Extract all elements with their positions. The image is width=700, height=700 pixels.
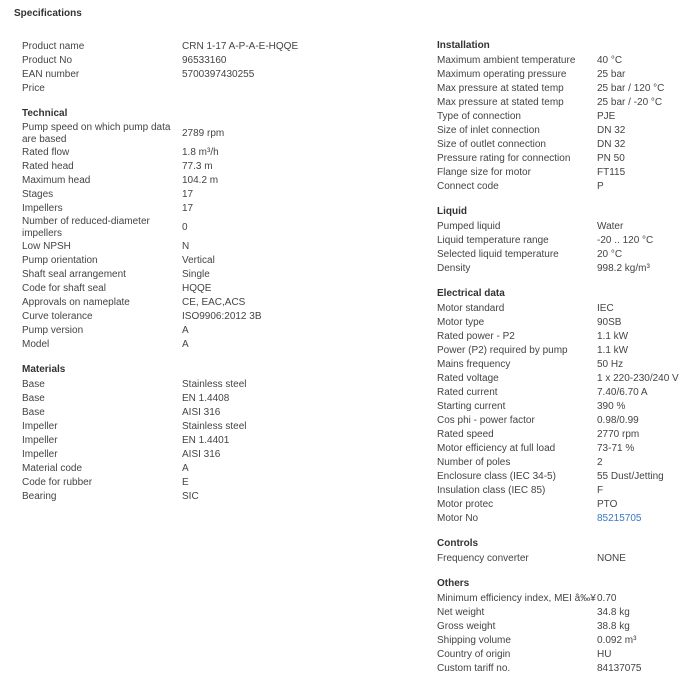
- spec-row: [437, 262, 697, 276]
- spec-value: 2: [597, 457, 603, 468]
- spec-value: DN 32: [597, 125, 626, 136]
- spec-label: Max pressure at stated temp: [437, 83, 564, 94]
- spec-label: Frequency converter: [437, 553, 529, 564]
- spec-value: 20 °C: [597, 249, 623, 260]
- spec-label: Maximum operating pressure: [437, 69, 567, 80]
- spec-row: [22, 202, 422, 216]
- spec-value: Water: [597, 221, 624, 232]
- spec-label: Base: [22, 407, 45, 418]
- spec-value: EN 1.4408: [182, 393, 230, 404]
- spec-row: [22, 40, 422, 54]
- spec-row: [437, 442, 697, 456]
- spec-value: Stainless steel: [182, 421, 247, 432]
- spec-label: Material code: [22, 463, 83, 474]
- spec-value: 390 %: [597, 401, 626, 412]
- spec-value: AISI 316: [182, 449, 221, 460]
- section-others: [437, 578, 697, 676]
- spec-label: Insulation class (IEC 85): [437, 485, 546, 496]
- spec-label: Motor standard: [437, 303, 505, 314]
- spec-label: Flange size for motor: [437, 167, 531, 178]
- spec-label: Minimum efficiency index, MEI â‰¥: [437, 593, 596, 604]
- spec-value: HU: [597, 649, 612, 660]
- section-title: Others: [437, 578, 470, 589]
- spec-label: Motor protec: [437, 499, 494, 510]
- spec-row: [22, 268, 422, 282]
- spec-label: Pumped liquid: [437, 221, 501, 232]
- left-column: [22, 40, 422, 516]
- spec-row: [437, 330, 697, 344]
- spec-label: Rated current: [437, 387, 498, 398]
- page-title: Specifications: [14, 8, 82, 19]
- spec-value: 0.98/0.99: [597, 415, 639, 426]
- spec-value: 1.1 kW: [597, 331, 629, 342]
- section-installation: [437, 40, 697, 194]
- section-materials: [22, 364, 422, 504]
- spec-label: Code for shaft seal: [22, 283, 106, 294]
- spec-row: [437, 68, 697, 82]
- spec-label: Starting current: [437, 401, 506, 412]
- spec-label: Size of inlet connection: [437, 125, 540, 136]
- spec-value: 96533160: [182, 55, 227, 66]
- spec-row: [22, 188, 422, 202]
- spec-value: 34.8 kg: [597, 607, 630, 618]
- spec-row: [22, 296, 422, 310]
- spec-row: [22, 310, 422, 324]
- spec-value: CRN 1-17 A-P-A-E-HQQE: [182, 41, 299, 52]
- spec-row: [437, 498, 697, 512]
- spec-label: Gross weight: [437, 621, 496, 632]
- spec-row: [437, 152, 697, 166]
- spec-value: 2770 rpm: [597, 429, 640, 440]
- spec-label: Rated voltage: [437, 373, 499, 384]
- spec-row: [437, 138, 697, 152]
- spec-row: [22, 254, 422, 268]
- spec-value: A: [182, 463, 189, 474]
- spec-label: Stages: [22, 189, 54, 200]
- spec-value: -20 .. 120 °C: [597, 235, 654, 246]
- spec-label: Impellers: [22, 203, 63, 214]
- spec-row: [437, 386, 697, 400]
- spec-label: Maximum ambient temperature: [437, 55, 576, 66]
- spec-label: Connect code: [437, 181, 499, 192]
- spec-row: [22, 240, 422, 254]
- spec-row: [437, 606, 697, 620]
- spec-value: 0.092 m³: [597, 635, 637, 646]
- section-liquid: [437, 206, 697, 276]
- spec-row: [437, 414, 697, 428]
- spec-value: A: [182, 339, 189, 350]
- section-title: Materials: [22, 364, 66, 375]
- spec-row: [437, 552, 697, 566]
- spec-row: [22, 82, 422, 96]
- right-column: [437, 40, 697, 688]
- spec-row: [22, 476, 422, 490]
- spec-row: [437, 54, 697, 68]
- spec-value: 17: [182, 189, 194, 200]
- spec-value: PJE: [597, 111, 616, 122]
- spec-row: [22, 68, 422, 82]
- spec-label: Size of outlet connection: [437, 139, 546, 150]
- spec-label: Number of poles: [437, 457, 511, 468]
- spec-value: 1 x 220-230/240 V: [597, 373, 679, 384]
- spec-row: [437, 166, 697, 180]
- spec-row: [437, 82, 697, 96]
- spec-label: Motor type: [437, 317, 485, 328]
- spec-value: CE, EAC,ACS: [182, 297, 246, 308]
- spec-value: SIC: [182, 491, 199, 502]
- spec-row: [22, 160, 422, 174]
- spec-value: P: [597, 181, 604, 192]
- spec-value: 25 bar / 120 °C: [597, 83, 665, 94]
- spec-label: Product No: [22, 55, 73, 66]
- section-title: Installation: [437, 40, 490, 51]
- spec-value: 90SB: [597, 317, 622, 328]
- spec-label: Pump speed on which pump data are based: [22, 122, 171, 145]
- spec-label: Custom tariff no.: [437, 663, 511, 674]
- spec-value: 17: [182, 203, 194, 214]
- spec-value: 25 bar: [597, 69, 626, 80]
- spec-row: [437, 358, 697, 372]
- spec-value: DN 32: [597, 139, 626, 150]
- spec-value: N: [182, 241, 190, 252]
- spec-label: Code for rubber: [22, 477, 93, 488]
- spec-label: Impeller: [22, 421, 58, 432]
- spec-value: 1.1 kW: [597, 345, 629, 356]
- spec-row: [437, 512, 697, 526]
- spec-label: Low NPSH: [22, 241, 71, 252]
- spec-row: [437, 484, 697, 498]
- spec-row: [22, 378, 422, 392]
- spec-label: Motor No: [437, 513, 479, 524]
- spec-row: [22, 392, 422, 406]
- spec-value: 998.2 kg/m³: [597, 263, 650, 274]
- spec-value: 7.40/6.70 A: [597, 387, 648, 398]
- spec-value: FT115: [597, 167, 626, 178]
- spec-label: Pump orientation: [22, 255, 98, 266]
- spec-label: Rated power - P2: [437, 331, 515, 342]
- spec-row: [437, 316, 697, 330]
- spec-label: Base: [22, 393, 45, 404]
- spec-value: Single: [182, 269, 210, 280]
- spec-label: Curve tolerance: [22, 311, 93, 322]
- spec-value: PTO: [597, 499, 618, 510]
- spec-label: Model: [22, 339, 50, 350]
- spec-row: [22, 282, 422, 296]
- spec-value: Vertical: [182, 255, 215, 266]
- spec-value: 0: [182, 222, 188, 233]
- spec-row: [437, 124, 697, 138]
- spec-value: 77.3 m: [182, 161, 213, 172]
- spec-label: Motor efficiency at full load: [437, 443, 556, 454]
- spec-row: [22, 420, 422, 434]
- spec-value: 50 Hz: [597, 359, 624, 370]
- spec-value: NONE: [597, 553, 626, 564]
- spec-label: Density: [437, 263, 471, 274]
- spec-row: [437, 662, 697, 676]
- spec-value: 5700397430255: [182, 69, 255, 80]
- spec-label: Price: [22, 83, 45, 94]
- spec-value: 104.2 m: [182, 175, 219, 186]
- spec-value: 40 °C: [597, 55, 623, 66]
- section-title: Liquid: [437, 206, 467, 217]
- spec-row: [437, 110, 697, 124]
- spec-value: 2789 rpm: [182, 128, 225, 139]
- spec-label: Enclosure class (IEC 34-5): [437, 471, 556, 482]
- spec-row: [437, 400, 697, 414]
- section-general: [22, 40, 422, 96]
- spec-label: Pump version: [22, 325, 84, 336]
- spec-row: [437, 220, 697, 234]
- spec-label: Impeller: [22, 449, 58, 460]
- spec-row: [22, 434, 422, 448]
- spec-row: [22, 338, 422, 352]
- spec-value: E: [182, 477, 189, 488]
- spec-value: HQQE: [182, 283, 212, 294]
- spec-row: [437, 344, 697, 358]
- spec-row: [22, 146, 422, 160]
- spec-label: Number of reduced-diameter impellers: [22, 216, 150, 239]
- spec-label: Maximum head: [22, 175, 91, 186]
- spec-label: Max pressure at stated temp: [437, 97, 564, 108]
- section-electrical-data: [437, 288, 697, 526]
- spec-label: Rated speed: [437, 429, 494, 440]
- spec-value: 1.8 m³/h: [182, 147, 219, 158]
- spec-label: Net weight: [437, 607, 485, 618]
- spec-label: Pressure rating for connection: [437, 153, 571, 164]
- spec-label: Bearing: [22, 491, 57, 502]
- spec-label: Rated flow: [22, 147, 70, 158]
- spec-value: 55 Dust/Jetting: [597, 471, 664, 482]
- spec-row: [22, 324, 422, 338]
- spec-value-link[interactable]: 85215705: [597, 513, 642, 524]
- spec-value: 73-71 %: [597, 443, 635, 454]
- spec-value: ISO9906:2012 3B: [182, 311, 262, 322]
- spec-label: Product name: [22, 41, 85, 52]
- spec-row: [437, 180, 697, 194]
- spec-row: [437, 620, 697, 634]
- spec-row: [22, 448, 422, 462]
- spec-value: Stainless steel: [182, 379, 247, 390]
- section-title: Technical: [22, 108, 68, 119]
- spec-value: 0.70: [597, 593, 617, 604]
- spec-row: [22, 122, 422, 146]
- spec-row: [22, 174, 422, 188]
- spec-row: [437, 456, 697, 470]
- spec-label: Selected liquid temperature: [437, 249, 559, 260]
- spec-value: A: [182, 325, 189, 336]
- spec-row: [437, 634, 697, 648]
- spec-row: [22, 490, 422, 504]
- spec-value: 38.8 kg: [597, 621, 630, 632]
- spec-row: [22, 406, 422, 420]
- spec-row: [22, 216, 422, 240]
- section-technical: [22, 108, 422, 352]
- spec-row: [437, 592, 697, 606]
- spec-value: F: [597, 485, 604, 496]
- spec-label: Liquid temperature range: [437, 235, 549, 246]
- spec-label: Shaft seal arrangement: [22, 269, 126, 280]
- spec-label: Country of origin: [437, 649, 511, 660]
- spec-value: EN 1.4401: [182, 435, 230, 446]
- spec-row: [437, 96, 697, 110]
- section-title: Controls: [437, 538, 479, 549]
- spec-row: [22, 54, 422, 68]
- spec-row: [437, 302, 697, 316]
- spec-row: [437, 234, 697, 248]
- spec-label: Type of connection: [437, 111, 521, 122]
- spec-value: PN 50: [597, 153, 625, 164]
- spec-row: [437, 248, 697, 262]
- spec-row: [437, 470, 697, 484]
- spec-row: [437, 428, 697, 442]
- spec-label: EAN number: [22, 69, 80, 80]
- spec-value: IEC: [597, 303, 614, 314]
- spec-value: 25 bar / -20 °C: [597, 97, 663, 108]
- spec-label: Shipping volume: [437, 635, 511, 646]
- spec-label: Impeller: [22, 435, 58, 446]
- section-controls: [437, 538, 697, 566]
- section-title: Electrical data: [437, 288, 505, 299]
- spec-row: [437, 648, 697, 662]
- spec-label: Rated head: [22, 161, 74, 172]
- spec-row: [22, 462, 422, 476]
- spec-label: Base: [22, 379, 45, 390]
- spec-label: Approvals on nameplate: [22, 297, 130, 308]
- spec-row: [437, 372, 697, 386]
- spec-label: Cos phi - power factor: [437, 415, 535, 426]
- spec-label: Power (P2) required by pump: [437, 345, 568, 356]
- spec-label: Mains frequency: [437, 359, 511, 370]
- spec-value: AISI 316: [182, 407, 221, 418]
- spec-value: 84137075: [597, 663, 642, 674]
